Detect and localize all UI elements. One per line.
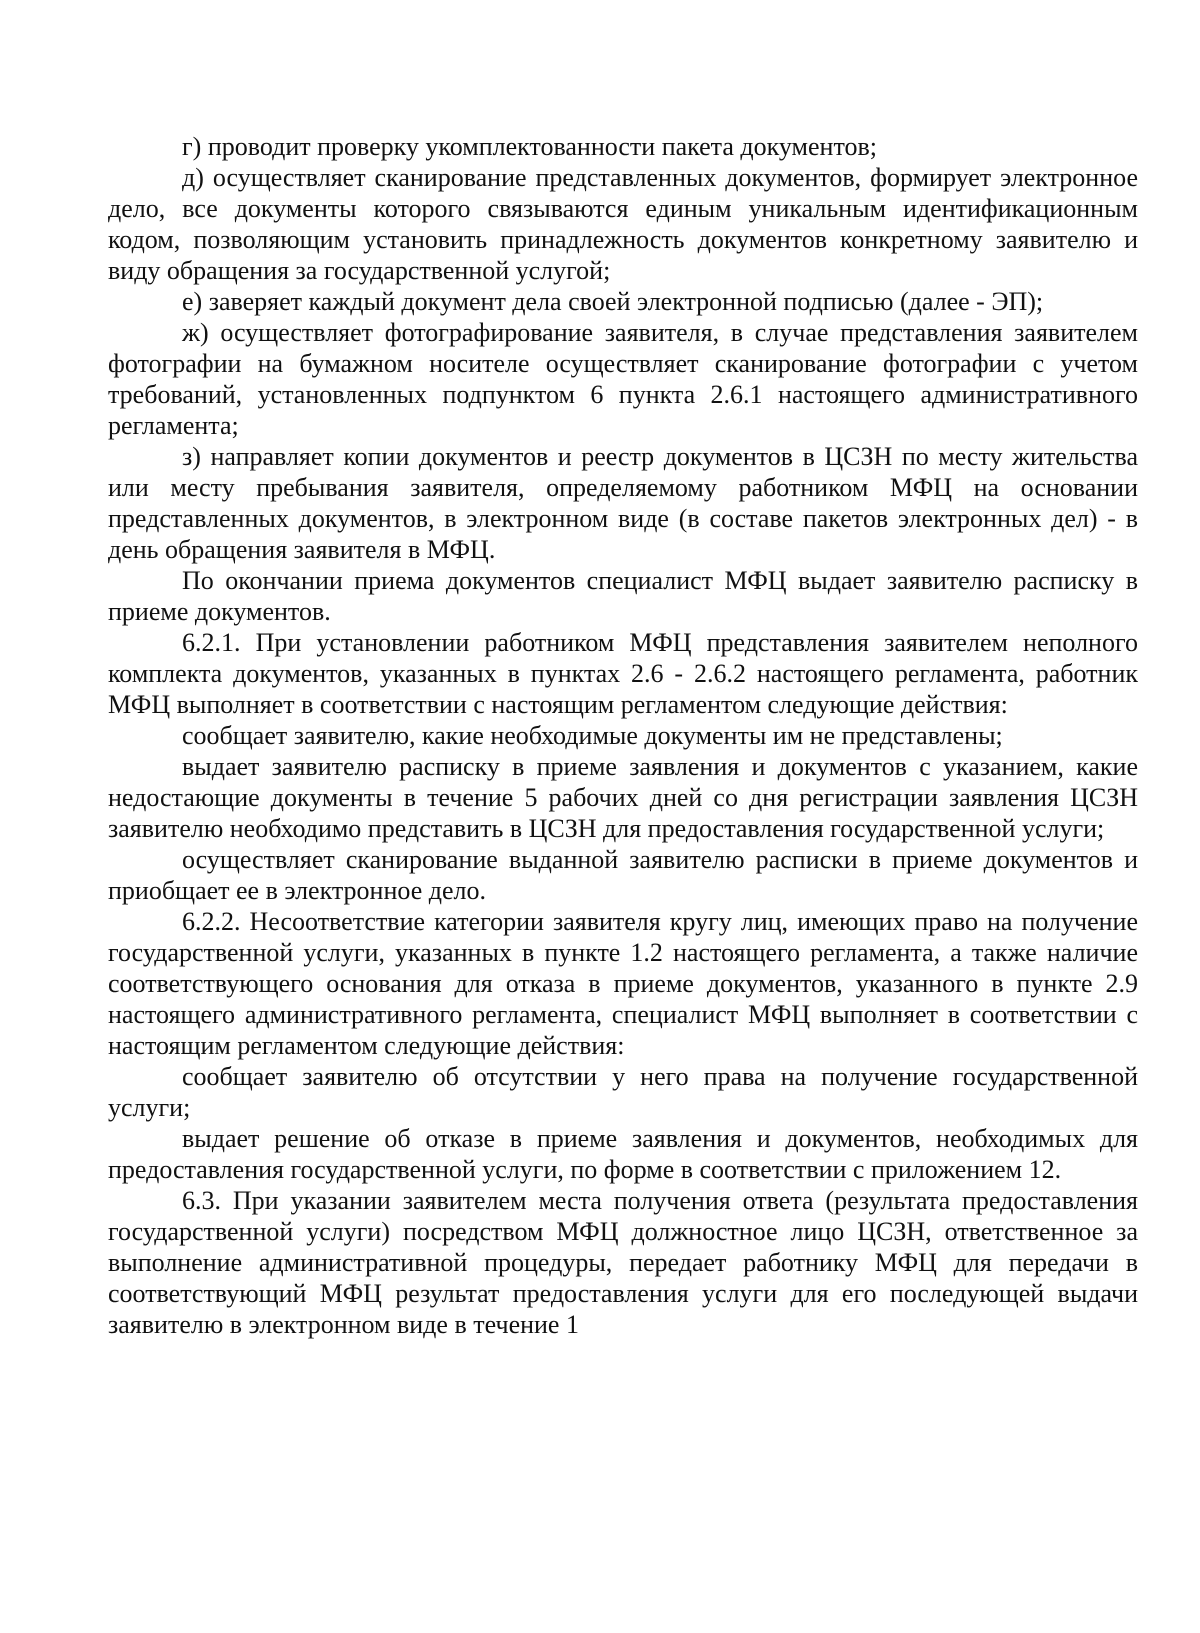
paragraph-scan-receipt: осуществляет сканирование выданной заявителю расписки в приеме документов и приобщает ее в электронное дело. xyxy=(108,845,1138,905)
paragraph-refusal: выдает решение об отказе в приеме заявления и документов, необходимых для предоставления государственной услуги, по форме в соответствии с приложением 12. xyxy=(108,1124,1138,1184)
paragraph-item-e: е) заверяет каждый документ дела своей электронной подписью (далее - ЭП); xyxy=(182,287,1044,316)
paragraph-6-2-2: 6.2.2. Несоответствие категории заявителя кругу лиц, имеющих право на получение государственной услуги, указанных в пункте 1.2 настоящего регламента, а также наличие соответствующего основания для отказа в приеме документов, указанного в пункте 2.9 настоящего административного регламента, специалист МФЦ выполняет в соответствии с настоящим регламентом следующие действия: xyxy=(108,907,1138,1060)
paragraph-6-2-1: 6.2.1. При установлении работником МФЦ представления заявителем неполного комплекта документов, указанных в пунктах 2.6 - 2.6.2 настоящего регламента, работник МФЦ выполняет в соответствии с настоящим регламентом следующие действия: xyxy=(108,628,1138,719)
paragraph-item-z: з) направляет копии документов и реестр документов в ЦСЗН по месту жительства или месту пребывания заявителя, определяемому работником МФЦ на основании представленных документов, в электронном виде (в составе пакетов электронных дел) - в день обращения заявителя в МФЦ. xyxy=(108,442,1138,564)
paragraph-item-g: г) проводит проверку укомплектованности пакета документов; xyxy=(182,132,877,161)
paragraph-receipt: По окончании приема документов специалист МФЦ выдает заявителю расписку в приеме документов. xyxy=(108,566,1138,626)
paragraph-item-zh: ж) осуществляет фотографирование заявителя, в случае представления заявителем фотографии на бумажном носителе осуществляет сканирование фотографии с учетом требований, установленных подпунктом 6 пункта 2.6.1 настоящего административного регламента; xyxy=(108,318,1138,440)
paragraph-issue-receipt: выдает заявителю расписку в приеме заявления и документов с указанием, какие недостающие документы в течение 5 рабочих дней со дня регистрации заявления ЦСЗН заявителю необходимо представить в ЦСЗН для предоставления государственной услуги; xyxy=(108,752,1138,843)
paragraph-6-3: 6.3. При указании заявителем места получения ответа (результата предоставления государственной услуги) посредством МФЦ должностное лицо ЦСЗН, ответственное за выполнение административной процедуры, передает работнику МФЦ для передачи в соответствующий МФЦ результат предоставления услуги для его последующей выдачи заявителю в электронном виде в течение 1 xyxy=(108,1186,1138,1339)
paragraph-item-d: д) осуществляет сканирование представленных документов, формирует электронное дело, все документы которого связываются единым уникальным идентификационным кодом, позволяющим установить принадлежность документов конкретному заявителю и виду обращения за государственной услугой; xyxy=(108,163,1138,285)
paragraph-inform-no-right: сообщает заявителю об отсутствии у него права на получение государственной услуги; xyxy=(108,1062,1138,1122)
document-body xyxy=(108,131,1138,1340)
paragraph-inform-missing: сообщает заявителю, какие необходимые документы им не представлены; xyxy=(182,721,1003,750)
